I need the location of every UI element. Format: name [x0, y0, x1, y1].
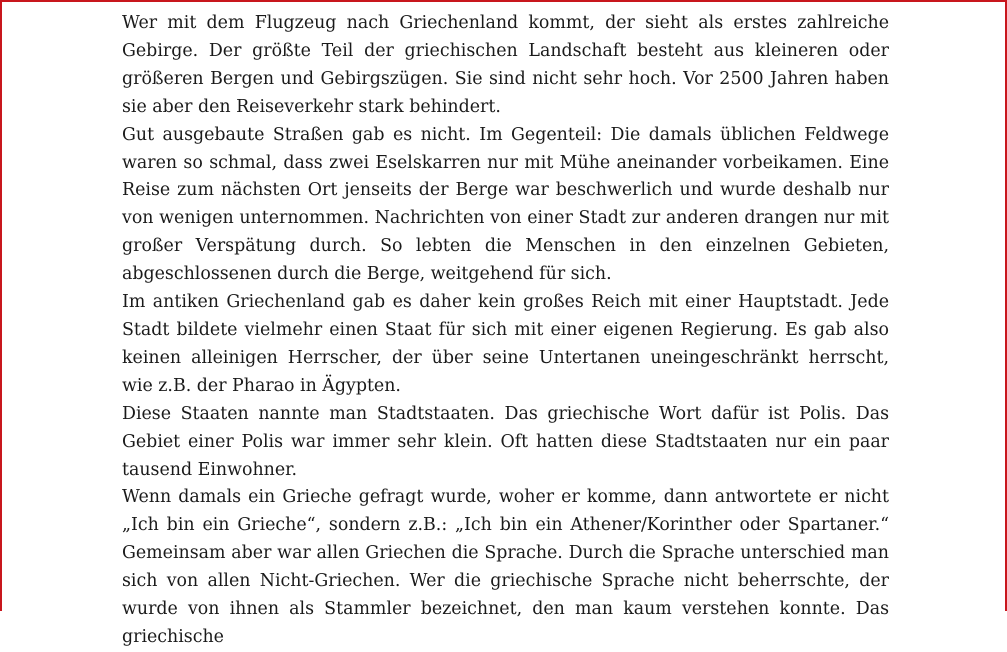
paragraph-5: Wenn damals ein Grieche gefragt wurde, woher er komme, dann antwortete er nicht „Ich bin ein Grieche“, sondern z.B.: „Ich bin ein Athener/Korinther oder Spartaner.“ Gemeinsam aber war allen Griechen die Sprache. Durch die Sprache unterschied man sich von allen Nicht-Griechen. Wer die griechische Sprache nicht beherrschte, der wurde von ihnen als Stammler bezeichnet, den man kaum verstehen konnte. Das griechische — [122, 487, 889, 647]
paragraph-4: Diese Staaten nannte man Stadtstaaten. Das griechische Wort dafür ist Polis. Das Gebiet einer Polis war immer sehr klein. Oft hatten diese Stadtstaaten nur ein paar tausend Einwohner. — [122, 403, 889, 480]
paragraph-3: Im antiken Griechenland gab es daher kein großes Reich mit einer Hauptstadt. Jede Stadt bildete vielmehr einen Staat für sich mit einer eigenen Regierung. Es gab also keinen alleinigen Herrscher, der über seine Untertanen uneingeschränkt herrscht, wie z.B. der Pharao in Ägypten. — [122, 292, 889, 396]
paragraph-2: Gut ausgebaute Straßen gab es nicht. Im Gegenteil: Die damals üblichen Feldwege waren so schmal, dass zwei Eselskarren nur mit Mühe aneinander vorbeikamen. Eine Reise zum nächsten Ort jenseits der Berge war beschwerlich und wurde deshalb nur von wenigen unternommen. Nachrichten von einer Stadt zur anderen drangen nur mit großer Verspätung durch. So lebten die Menschen in den einzelnen Gebieten, abgeschlossenen durch die Berge, weitgehend für sich. — [122, 124, 889, 285]
paragraph-1: Wer mit dem Flugzeug nach Griechenland kommt, der sieht als erstes zahlreiche Gebirge. Der größte Teil der griechischen Landschaft besteht aus kleineren oder größeren Bergen und Gebirgszügen. Sie sind nicht sehr hoch. Vor 2500 Jahren haben sie aber den Reiseverkehr stark behindert. — [122, 13, 889, 117]
document-body — [122, 10, 889, 652]
